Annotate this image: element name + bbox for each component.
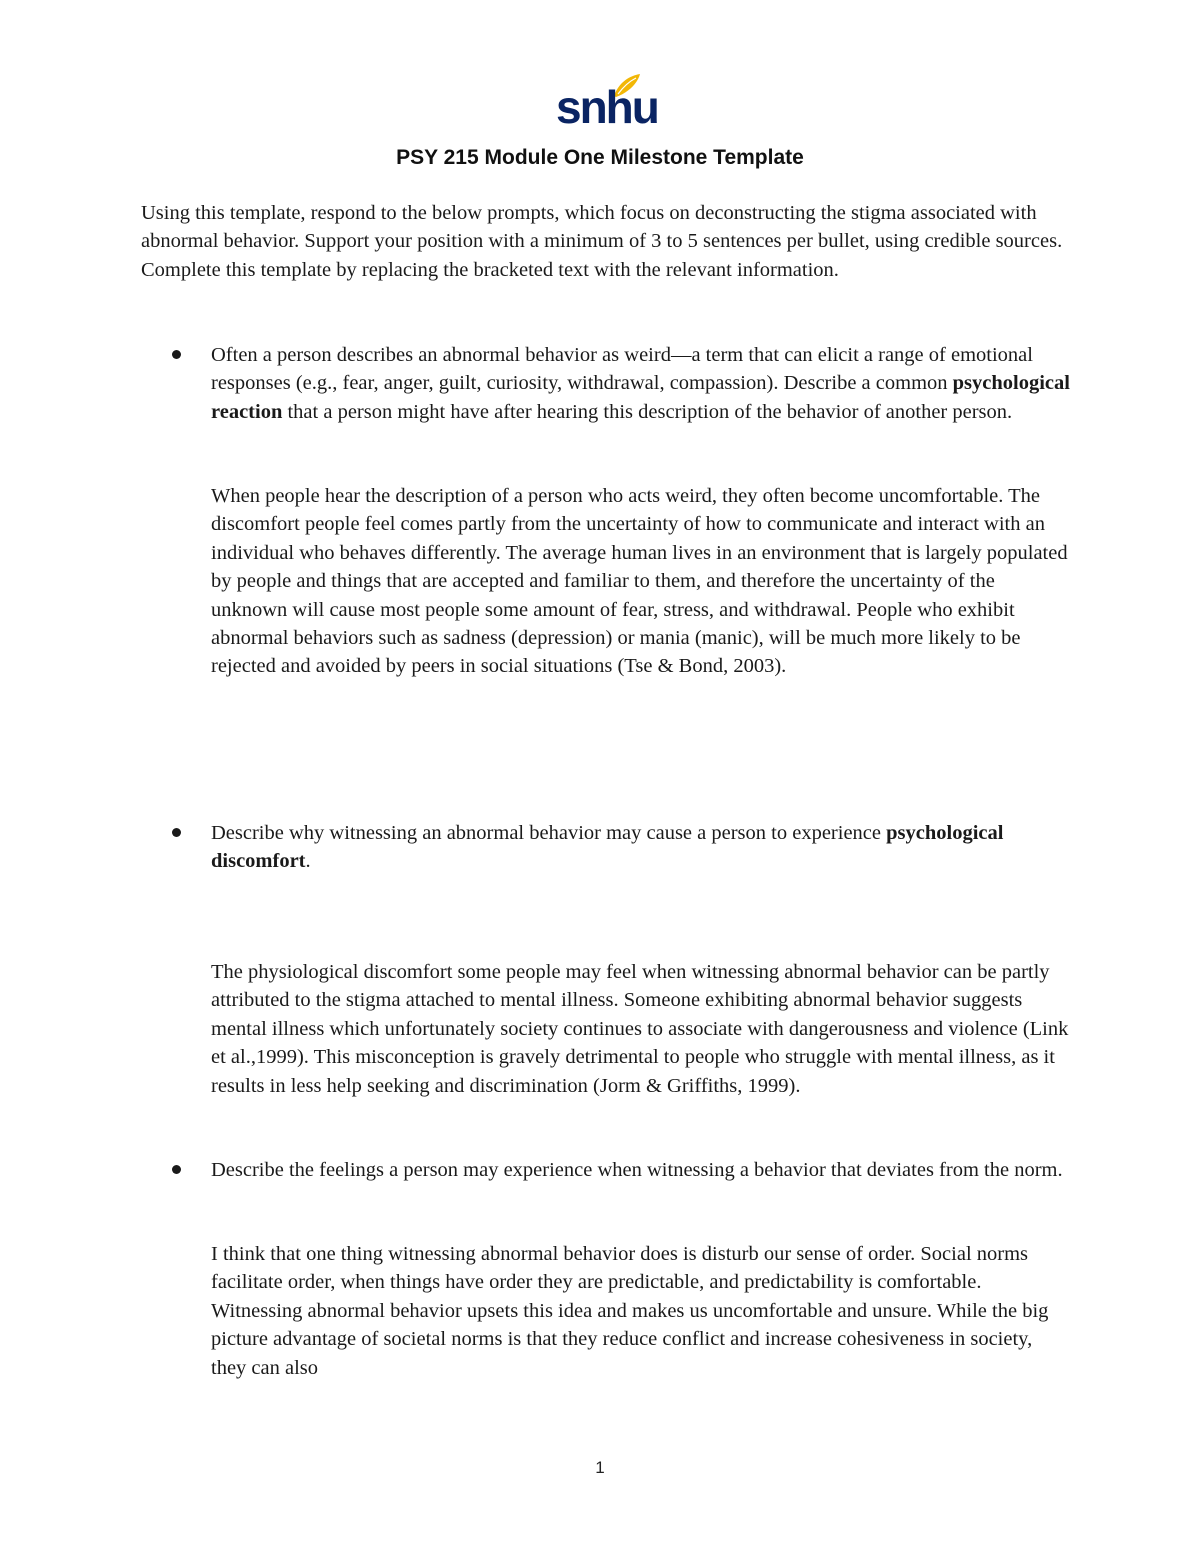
intro-paragraph: Using this template, respond to the below prompts, which focus on deconstructing the stigma associated with abnormal behavior. Support your position with a minimum of 3 to 5 sentences per bullet, using credible sources. Complete this template by replacing the bracketed text with the relevant information. (141, 202, 1063, 281)
bullet-prompt-1 (211, 341, 1071, 426)
prompt-text: . (305, 850, 311, 873)
prompt-bold-term: psychological reaction (211, 372, 1070, 423)
page-number: 1 (595, 1458, 605, 1477)
prompt-text: Describe the feelings a person may experience when witnessing a behavior that deviates from the norm. (211, 1159, 1063, 1181)
bullet-prompt-2 (211, 819, 1071, 876)
answer-1: When people hear the description of a person who acts weird, they often become uncomfortable. The discomfort people feel comes partly from the uncertainty of how to communicate and interact with an individual who behaves differently. The average human lives in an environment that is largely populated by people and things that are accepted and familiar to them, and therefore the uncertainty of the unknown will cause most people some amount of fear, stress, and withdrawal. People who exhibit abnormal behaviors such as sadness (depression) or mania (manic), will be much more likely to be rejected and avoided by peers in social situations (Tse & Bond, 2003). (211, 485, 1068, 678)
page-title: PSY 215 Module One Milestone Template (396, 146, 804, 169)
prompt-text: that a person might have after hearing this description of the behavior of another person. (282, 400, 1013, 423)
bullet-icon (172, 350, 181, 359)
prompt-text: Describe why witnessing an abnormal behavior may cause a person to experience (211, 822, 887, 844)
snhu-logo (552, 72, 658, 134)
prompt-bold-term: psychological discomfort (211, 822, 1004, 873)
bullet-prompt-3 (211, 1156, 1071, 1184)
prompt-text: Often a person describes an abnormal behavior as weird—a term that can elicit a range of emotional responses (e.g., fear, anger, guilt, curiosity, withdrawal, compassion). Describe a common (211, 344, 1033, 395)
answer-3: I think that one thing witnessing abnormal behavior does is disturb our sense of order. Social norms facilitate order, when things have order they are predictable, and predictability is comfortable. Witnessing abnormal behavior upsets this idea and makes us uncomfortable and unsure. While the big picture advantage of societal norms is that they reduce conflict and increase cohesiveness in society, they can also (211, 1243, 1049, 1379)
logo-wordmark: snhu (556, 81, 658, 133)
bullet-icon (172, 1165, 181, 1174)
bullet-icon (172, 828, 181, 837)
answer-2: The physiological discomfort some people may feel when witnessing abnormal behavior can be partly attributed to the stigma attached to mental illness. Someone exhibiting abnormal behavior suggests mental illness which unfortunately society continues to associate with dangerousness and violence (Link et al.,1999). This misconception is gravely detrimental to people who struggle with mental illness, as it results in less help seeking and discrimination (Jorm & Griffiths, 1999). (211, 961, 1069, 1097)
